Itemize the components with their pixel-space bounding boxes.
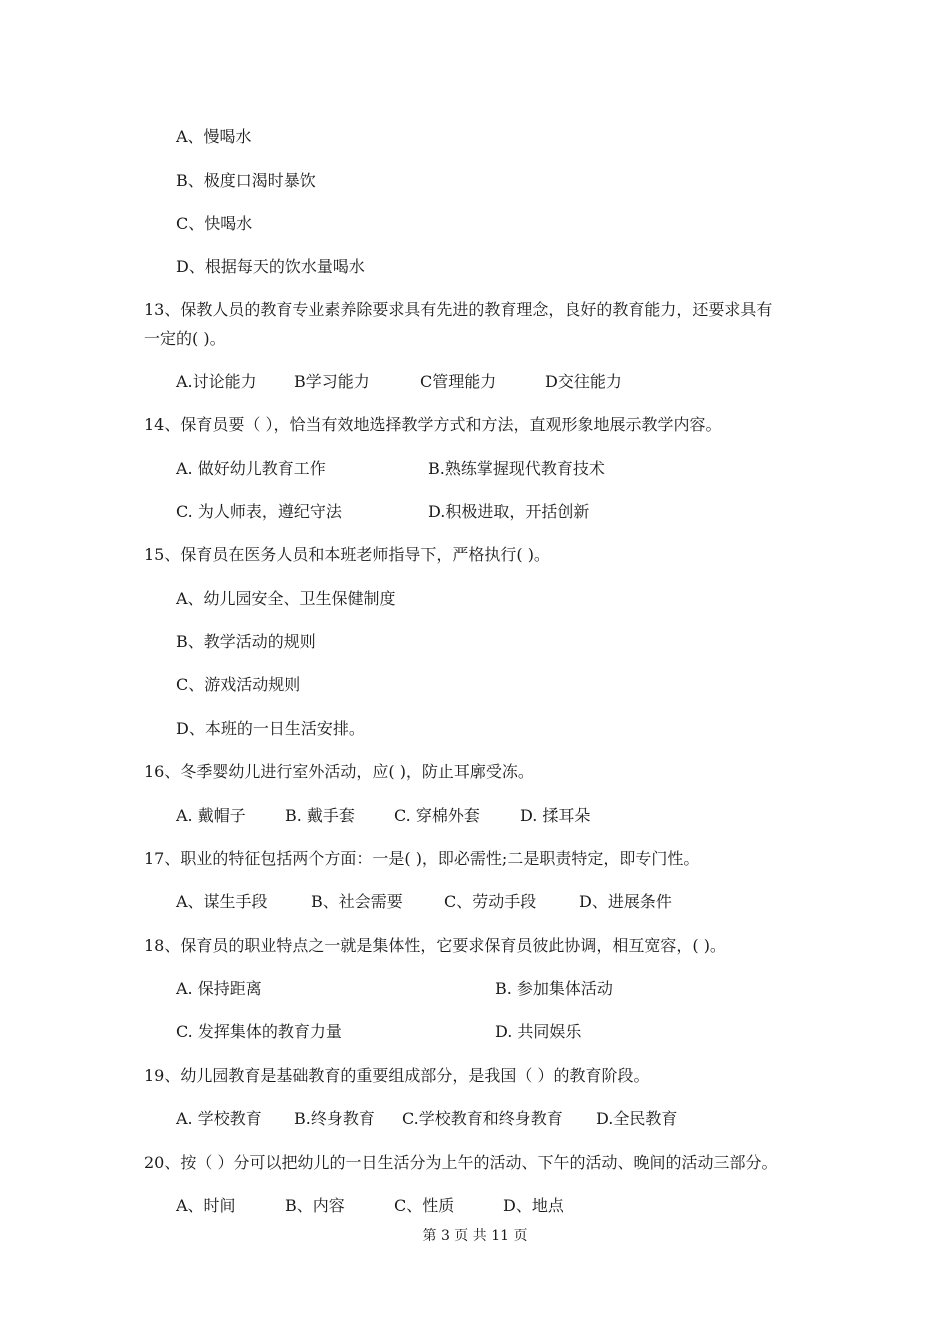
- q13-option-c: C管理能力: [420, 372, 497, 391]
- q19-stem: 19、幼儿园教育是基础教育的重要组成部分，是我国（ ）的教育阶段。: [144, 1066, 650, 1085]
- q18-option-c: C. 发挥集体的教育力量: [176, 1022, 342, 1041]
- q17-option-d: D、进展条件: [579, 892, 672, 911]
- q14-stem: 14、保育员要（ ），恰当有效地选择教学方式和方法，直观形象地展示教学内容。: [144, 415, 722, 434]
- q14-option-c: C. 为人师表，遵纪守法: [176, 502, 342, 521]
- q20-option-a: A、时间: [176, 1196, 236, 1215]
- page-footer: 第 3 页 共 11 页: [422, 1228, 528, 1244]
- q12-option-d: D、根据每天的饮水量喝水: [176, 257, 365, 276]
- q17-option-a: A、谋生手段: [176, 892, 268, 911]
- q12-option-c: C、快喝水: [176, 214, 253, 233]
- q13-option-a: A.讨论能力: [176, 372, 257, 391]
- q16-option-b: B. 戴手套: [285, 806, 355, 825]
- q12-option-a: A、慢喝水: [176, 127, 252, 146]
- q13-stem-line1: 13、保教人员的教育专业素养除要求具有先进的教育理念，良好的教育能力，还要求具有: [144, 300, 773, 319]
- q19-option-d: D.全民教育: [596, 1109, 678, 1128]
- q17-option-b: B、社会需要: [311, 892, 403, 911]
- q13-stem-line2: 一定的( )。: [144, 329, 226, 348]
- q14-option-d: D.积极进取，开括创新: [428, 502, 590, 521]
- q18-option-a: A. 保持距离: [176, 979, 262, 998]
- q15-option-c: C、游戏活动规则: [176, 675, 301, 694]
- q17-option-c: C、劳动手段: [444, 892, 537, 911]
- q20-option-c: C、性质: [394, 1196, 455, 1215]
- q14-option-a: A. 做好幼儿教育工作: [176, 459, 326, 478]
- q15-option-a: A、幼儿园安全、卫生保健制度: [176, 589, 396, 608]
- q17-stem: 17、职业的特征包括两个方面：一是( )，即必需性;二是职责特定，即专门性。: [144, 849, 700, 868]
- q13-option-d: D交往能力: [545, 372, 622, 391]
- q16-option-a: A. 戴帽子: [176, 806, 246, 825]
- q20-option-d: D、地点: [503, 1196, 564, 1215]
- q16-option-d: D. 揉耳朵: [520, 806, 591, 825]
- q15-stem: 15、保育员在医务人员和本班老师指导下，严格执行( )。: [144, 545, 550, 564]
- q13-option-b: B学习能力: [294, 372, 370, 391]
- q14-option-b: B.熟练掌握现代教育技术: [428, 459, 605, 478]
- q12-option-b: B、极度口渴时暴饮: [176, 171, 316, 190]
- q16-option-c: C. 穿棉外套: [394, 806, 480, 825]
- q18-stem: 18、保育员的职业特点之一就是集体性，它要求保育员彼此协调，相互宽容，( )。: [144, 936, 726, 955]
- q15-option-d: D、本班的一日生活安排。: [176, 719, 365, 738]
- q19-option-c: C.学校教育和终身教育: [402, 1109, 563, 1128]
- q20-stem: 20、按（ ）分可以把幼儿的一日生活分为上午的活动、下午的活动、晚间的活动三部分。: [144, 1153, 778, 1172]
- q16-stem: 16、冬季婴幼儿进行室外活动，应( )，防止耳廓受冻。: [144, 762, 534, 781]
- q18-option-d: D. 共同娱乐: [495, 1022, 582, 1041]
- q18-option-b: B. 参加集体活动: [495, 979, 613, 998]
- q19-option-b: B.终身教育: [294, 1109, 375, 1128]
- q20-option-b: B、内容: [285, 1196, 345, 1215]
- q15-option-b: B、教学活动的规则: [176, 632, 316, 651]
- q19-option-a: A. 学校教育: [176, 1109, 262, 1128]
